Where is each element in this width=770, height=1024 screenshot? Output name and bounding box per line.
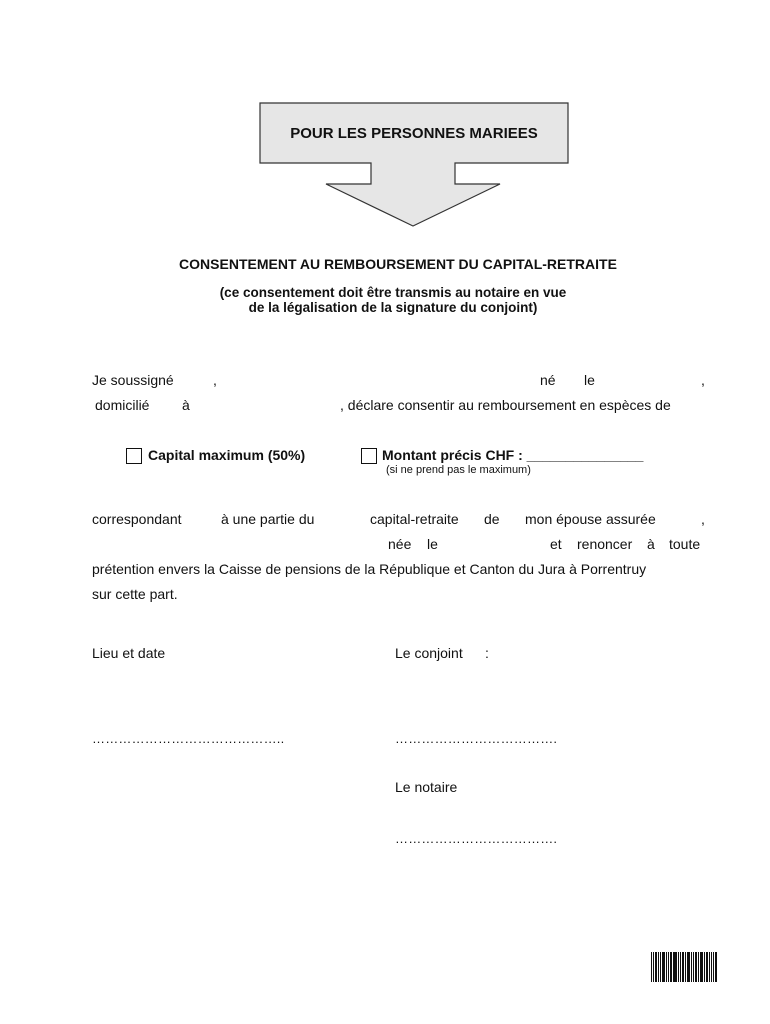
ne-label: né — [540, 372, 556, 388]
transmission-note-line1: (ce consentement doit être transmis au notaire en vue — [219, 285, 567, 300]
a-text: à — [647, 536, 655, 552]
renoncer-text: renoncer — [577, 536, 633, 552]
montant-precis-checkbox[interactable] — [361, 448, 377, 464]
capital-retraite-text: capital-retraite — [370, 511, 459, 527]
document-title: CONSENTEMENT AU REMBOURSEMENT DU CAPITAL-RETRAITE — [179, 256, 617, 272]
comma-separator: , — [701, 372, 705, 388]
comma-separator: , — [213, 372, 217, 388]
domicilie-label: domicilié — [95, 397, 150, 413]
montant-hint: (si ne prend pas le maximum) — [386, 464, 531, 476]
pretention-text: prétention envers la Caisse de pensions de la République et Canton du Jura à Porrentruy — [92, 561, 647, 577]
toute-text: toute — [669, 536, 701, 552]
declare-text: , déclare consentir au remboursement en espèces de — [340, 397, 671, 413]
le-label: le — [584, 372, 595, 388]
et-text: et — [550, 536, 562, 552]
transmission-note-line2: de la légalisation de la signature du conjoint) — [248, 300, 538, 315]
capital-maximum-checkbox[interactable] — [126, 448, 142, 464]
banner-label: POUR LES PERSONNES MARIEES — [290, 124, 538, 142]
conjoint-label: Le conjoint — [395, 645, 463, 661]
conjoint-colon: : — [485, 645, 489, 661]
notaire-label: Le notaire — [395, 779, 458, 795]
correspondant-text: correspondant — [92, 511, 182, 527]
a-label: à — [182, 397, 190, 413]
sur-cette-part-text: sur cette part. — [92, 586, 178, 602]
comma-separator: , — [701, 511, 705, 527]
le-text: le — [427, 536, 438, 552]
une-partie-text: à une partie du — [221, 511, 315, 527]
capital-maximum-label: Capital maximum (50%) — [148, 447, 306, 463]
montant-precis-label: Montant précis CHF : _______________ — [382, 447, 644, 463]
nee-text: née — [388, 536, 412, 552]
signature-line-lieu-date[interactable]: …………………………………….. — [92, 731, 285, 746]
signature-line-notaire[interactable]: ………………………………. — [395, 831, 558, 846]
je-soussigne-label: Je soussigné — [92, 372, 174, 388]
de-text: de — [484, 511, 500, 527]
epouse-text: mon épouse assurée — [525, 511, 656, 527]
signature-line-conjoint[interactable]: ………………………………. — [395, 731, 558, 746]
barcode-icon — [651, 952, 717, 982]
lieu-date-label: Lieu et date — [92, 645, 166, 661]
